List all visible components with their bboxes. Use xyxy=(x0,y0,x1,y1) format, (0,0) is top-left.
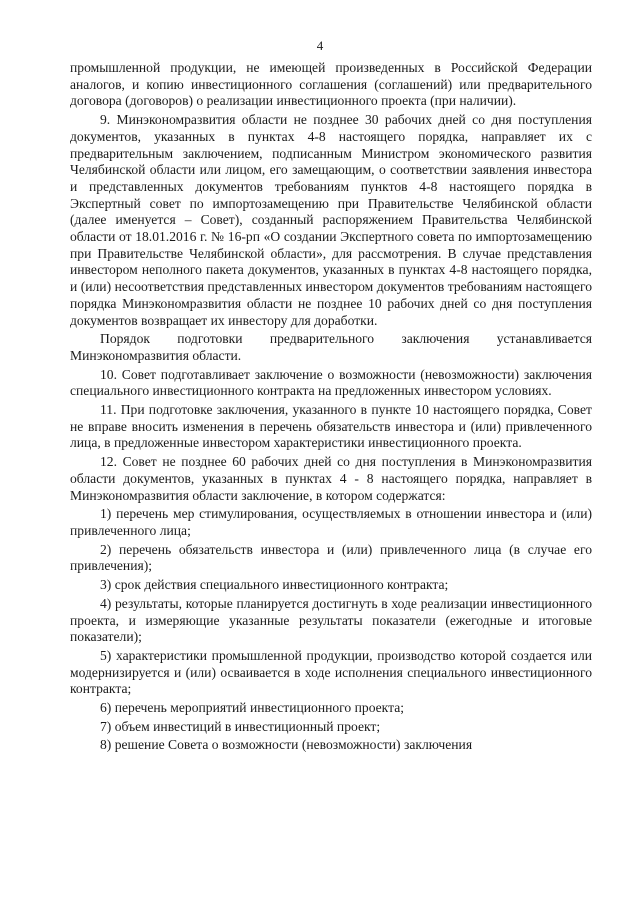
list-item-5: 5) характеристики промышленной продукции, производство которой создается или модернизируется и (или) осваивается в ходе исполнения специального инвестиционного контракта; xyxy=(70,647,592,697)
paragraph-procedure-note: Порядок подготовки предварительного заключения устанавливается Минэкономразвития области. xyxy=(70,331,592,363)
document-body xyxy=(70,60,592,756)
page-number: 4 xyxy=(316,38,324,53)
list-item-4: 4) результаты, которые планируется достигнуть в ходе реализации инвестиционного проекта, и измеряющие указанные результаты показатели (ежегодные и итоговые показатели); xyxy=(70,595,592,645)
paragraph-continuation: промышленной продукции, не имеющей произведенных в Российской Федерации аналогов, и копию инвестиционного соглашения (соглашений) или предварительного договора (договоров) о реализации инвестиционного проекта (при наличии). xyxy=(70,60,592,109)
paragraph-item-10: 10. Совет подготавливает заключение о возможности (невозможности) заключения специального инвестиционного контракта на предложенных инвестором условиях. xyxy=(70,366,592,399)
list-item-6: 6) перечень мероприятий инвестиционного проекта; xyxy=(100,700,405,716)
list-item-8: 8) решение Совета о возможности (невозможности) заключения xyxy=(100,737,473,753)
paragraph-item-12: 12. Совет не позднее 60 рабочих дней со дня поступления в Минэкономразвития области документов, указанных в пунктах 4 - 8 настоящего порядка, направляет в Минэкономразвития области заключение, в котором содержатся: xyxy=(70,454,592,503)
paragraph-item-9: 9. Минэкономразвития области не позднее 30 рабочих дней со дня поступления документов, указанных в пунктах 4-8 настоящего порядка, направляет их с предварительным заключением, подписанным Министром экономического развития Челябинской области или лицом, его замещающим, о соответствии заявления инвестора и представленных документов требованиям пунктов 4-8 настоящего порядка в Экспертный совет по импортозамещению при Правительстве Челябинской области (далее именуется – Совет), созданный распоряжением Правительства Челябинской области от 18.01.2016 г. № 16-рп «О создании Экспертного совета по импортозамещению при Правительстве Челябинской области», для рассмотрения. В случае представления инвестором неполного пакета документов, указанных в пунктах 4-8 настоящего порядка, и (или) несоответствия представленных инвестором документов требованиям настоящего порядка Минэкономразвития области не позднее 10 рабочих дней со дня поступления документов возвращает их инвестору для доработки. xyxy=(70,112,592,328)
list-item-2: 2) перечень обязательств инвестора и (или) привлеченного лица (в случае его привлечения); xyxy=(70,541,592,574)
list-item-7: 7) объем инвестиций в инвестиционный проект; xyxy=(100,718,381,734)
paragraph-item-11: 11. При подготовке заключения, указанного в пункте 10 настоящего порядка, Совет не вправе вносить изменения в перечень обязательств инвестора и (или) привлеченного лица, в предложенные инвестором характеристики инвестиционного проекта. xyxy=(70,402,592,451)
list-item-1: 1) перечень мер стимулирования, осуществляемых в отношении инвестора и (или) привлеченного лица; xyxy=(70,506,592,538)
list-item-3: 3) срок действия специального инвестиционного контракта; xyxy=(100,577,449,593)
